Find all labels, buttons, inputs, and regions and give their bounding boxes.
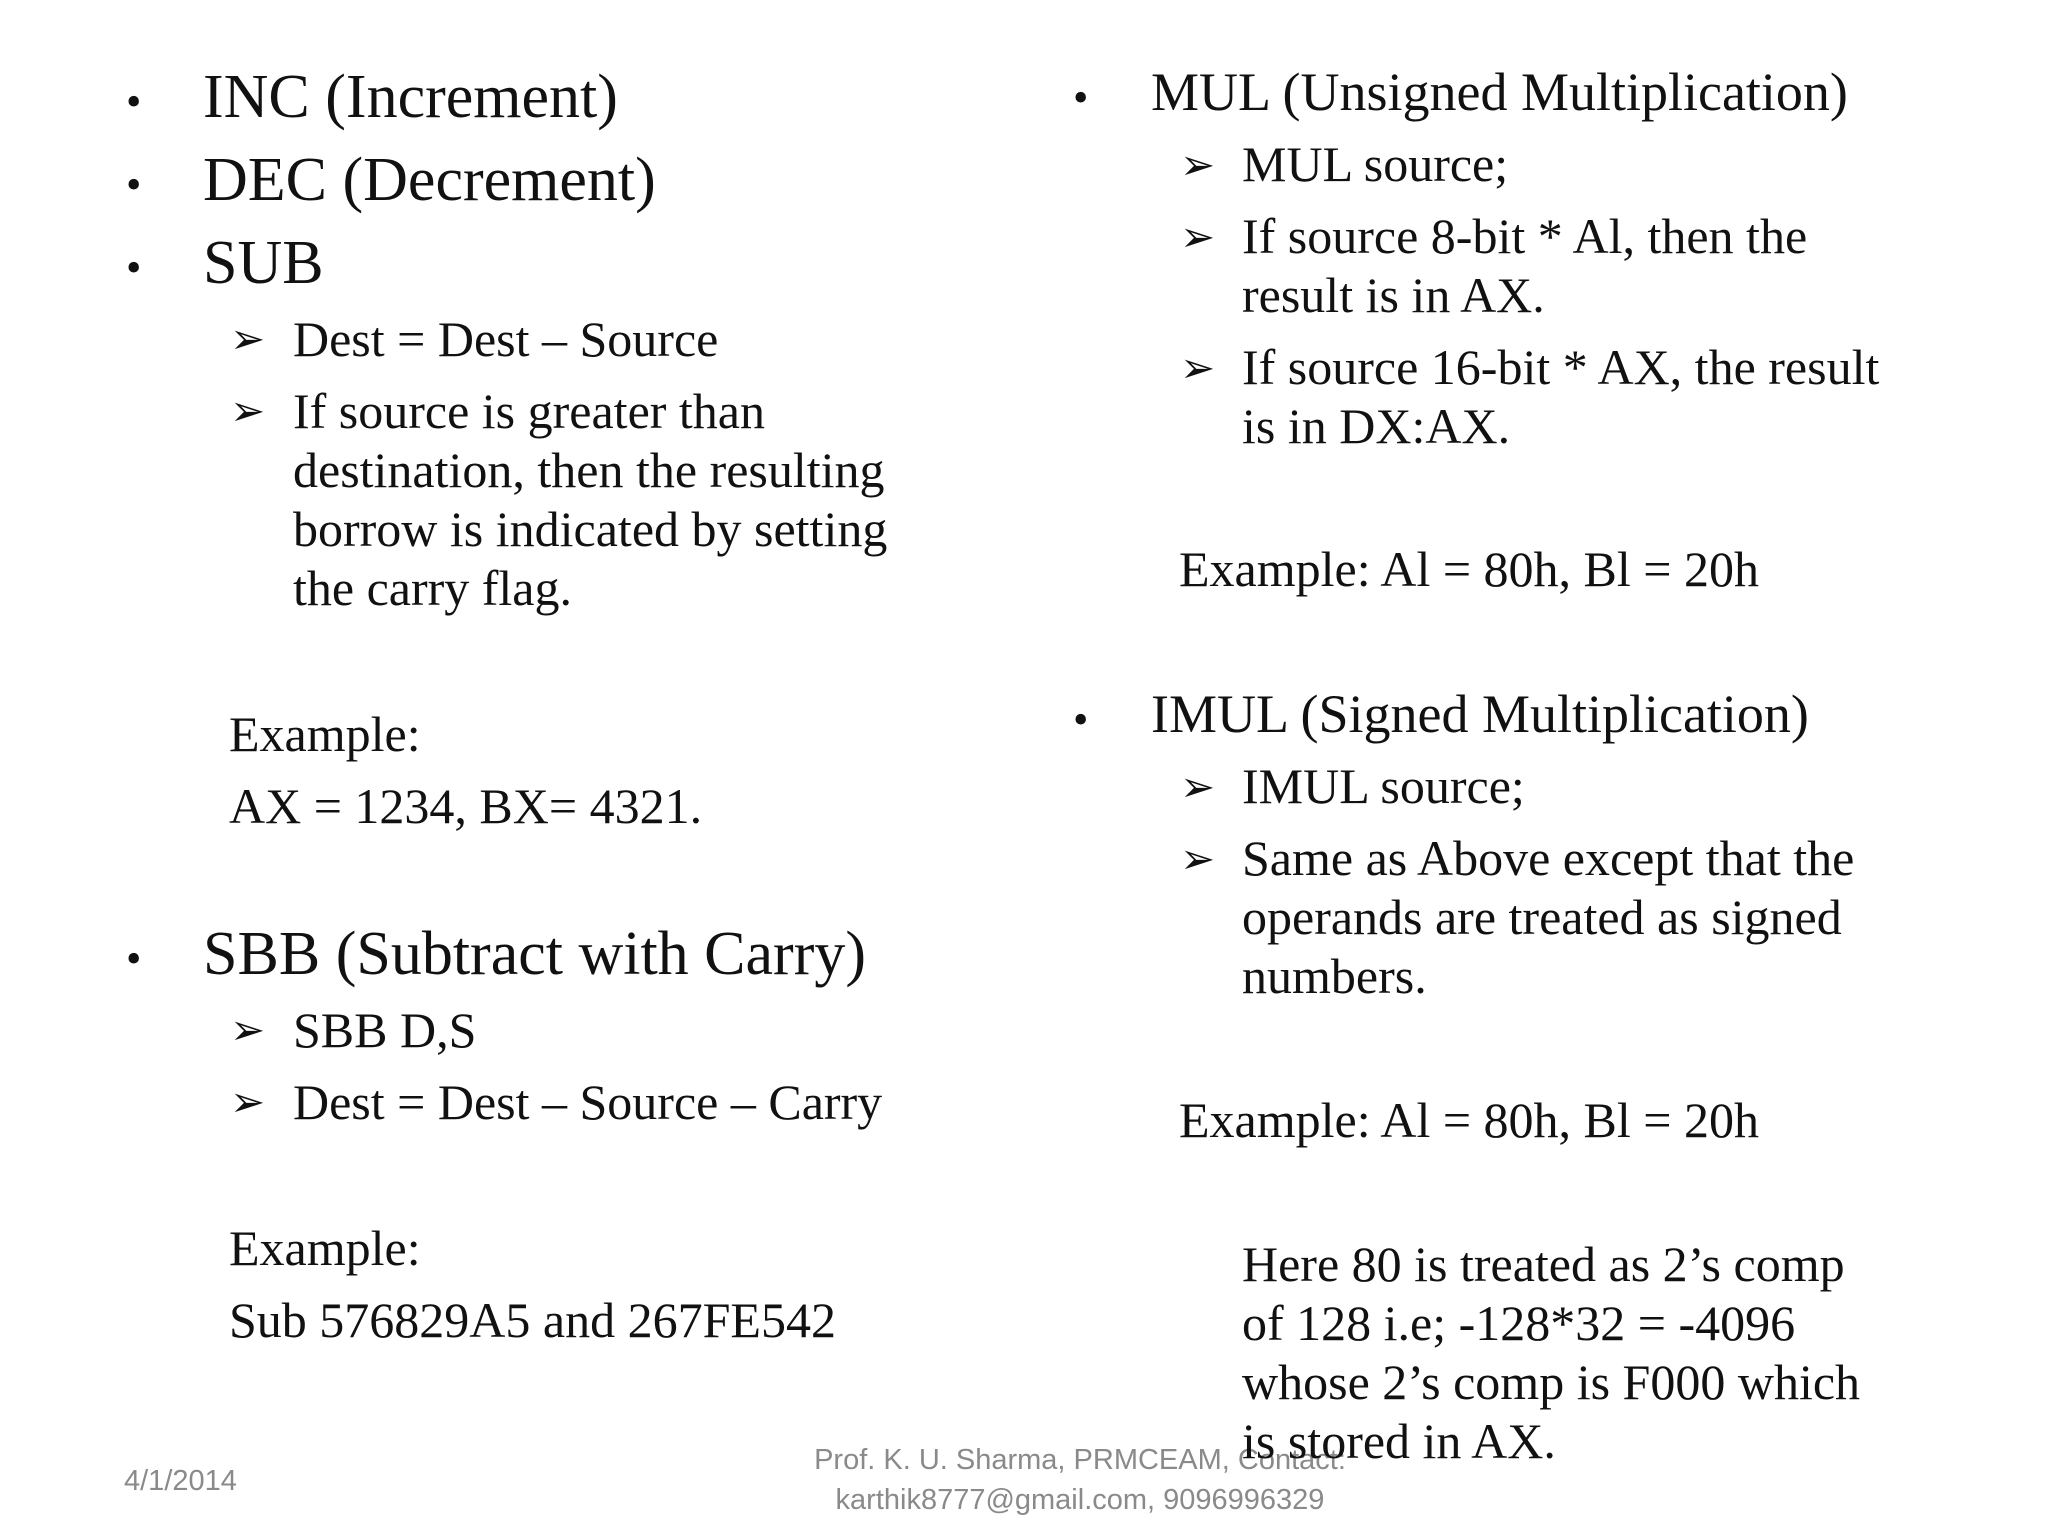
mul-item-16bit-line1: If source 16-bit * AX, the result: [1242, 339, 1880, 395]
arrow-bullet-icon: ➢: [1180, 834, 1216, 883]
arrow-bullet-icon: ➢: [1180, 762, 1216, 811]
imul-item-signed-line3: numbers.: [1242, 948, 1427, 1004]
arrow-bullet-icon: ➢: [1180, 212, 1216, 261]
bullet-dot-icon: •: [126, 243, 142, 292]
sub-item-borrow-line4: the carry flag.: [293, 560, 573, 616]
sub-example-value: AX = 1234, BX= 4321.: [229, 778, 703, 834]
bullet-dot-icon: •: [126, 934, 142, 983]
arrow-bullet-icon: ➢: [230, 386, 266, 435]
sub-item-borrow-line2: destination, then the resulting: [293, 442, 885, 498]
imul-example: Example: Al = 80h, Bl = 20h: [1179, 1092, 1759, 1148]
arrow-bullet-icon: ➢: [230, 1077, 266, 1126]
sub-item-dest: Dest = Dest – Source: [293, 311, 719, 367]
bullet-dot-icon: •: [1073, 73, 1089, 122]
sub-item-borrow-line3: borrow is indicated by setting: [293, 501, 888, 557]
mul-item-8bit-line2: result is in AX.: [1242, 267, 1545, 323]
arrow-bullet-icon: ➢: [1180, 140, 1216, 189]
imul-item-signed-line1: Same as Above except that the: [1242, 830, 1855, 886]
explanation-line3: whose 2’s comp is F000 which: [1242, 1354, 1861, 1410]
footer-author-line1: Prof. K. U. Sharma, PRMCEAM, Contact:: [814, 1444, 1346, 1476]
arrow-bullet-icon: ➢: [230, 314, 266, 363]
imul-item-syntax: IMUL source;: [1242, 758, 1525, 814]
mul-example: Example: Al = 80h, Bl = 20h: [1179, 541, 1759, 597]
footer-author-line2: karthik8777@gmail.com, 9096996329: [835, 1484, 1325, 1516]
heading-sbb: SBB (Subtract with Carry): [203, 920, 866, 988]
mul-item-8bit-line1: If source 8-bit * Al, then the: [1242, 208, 1808, 264]
explanation-line4: is stored in AX.: [1242, 1413, 1556, 1469]
sub-item-borrow-line1: If source is greater than: [293, 383, 765, 439]
sub-example-label: Example:: [229, 706, 421, 762]
bullet-dot-icon: •: [126, 77, 142, 126]
explanation-line1: Here 80 is treated as 2’s comp: [1242, 1236, 1845, 1292]
heading-mul: MUL (Unsigned Multiplication): [1151, 62, 1848, 122]
imul-item-signed-line2: operands are treated as signed: [1242, 889, 1842, 945]
arrow-bullet-icon: ➢: [230, 1005, 266, 1054]
sbb-item-syntax: SBB D,S: [293, 1002, 477, 1058]
heading-imul: IMUL (Signed Multiplication): [1151, 684, 1809, 744]
sbb-item-dest: Dest = Dest – Source – Carry: [293, 1074, 883, 1130]
arrow-bullet-icon: ➢: [1180, 343, 1216, 392]
sbb-example-value: Sub 576829A5 and 267FE542: [229, 1292, 836, 1348]
mul-item-16bit-line2: is in DX:AX.: [1242, 398, 1511, 454]
bullet-dot-icon: •: [1073, 695, 1089, 744]
explanation-line2: of 128 i.e; -128*32 = -4096: [1242, 1295, 1796, 1351]
heading-sub: SUB: [203, 229, 324, 297]
heading-inc: INC (Increment): [203, 63, 618, 131]
sbb-example-label: Example:: [229, 1220, 421, 1276]
footer-date: 4/1/2014: [124, 1465, 237, 1497]
mul-item-syntax: MUL source;: [1242, 136, 1509, 192]
heading-dec: DEC (Decrement): [203, 146, 656, 214]
bullet-dot-icon: •: [126, 160, 142, 209]
